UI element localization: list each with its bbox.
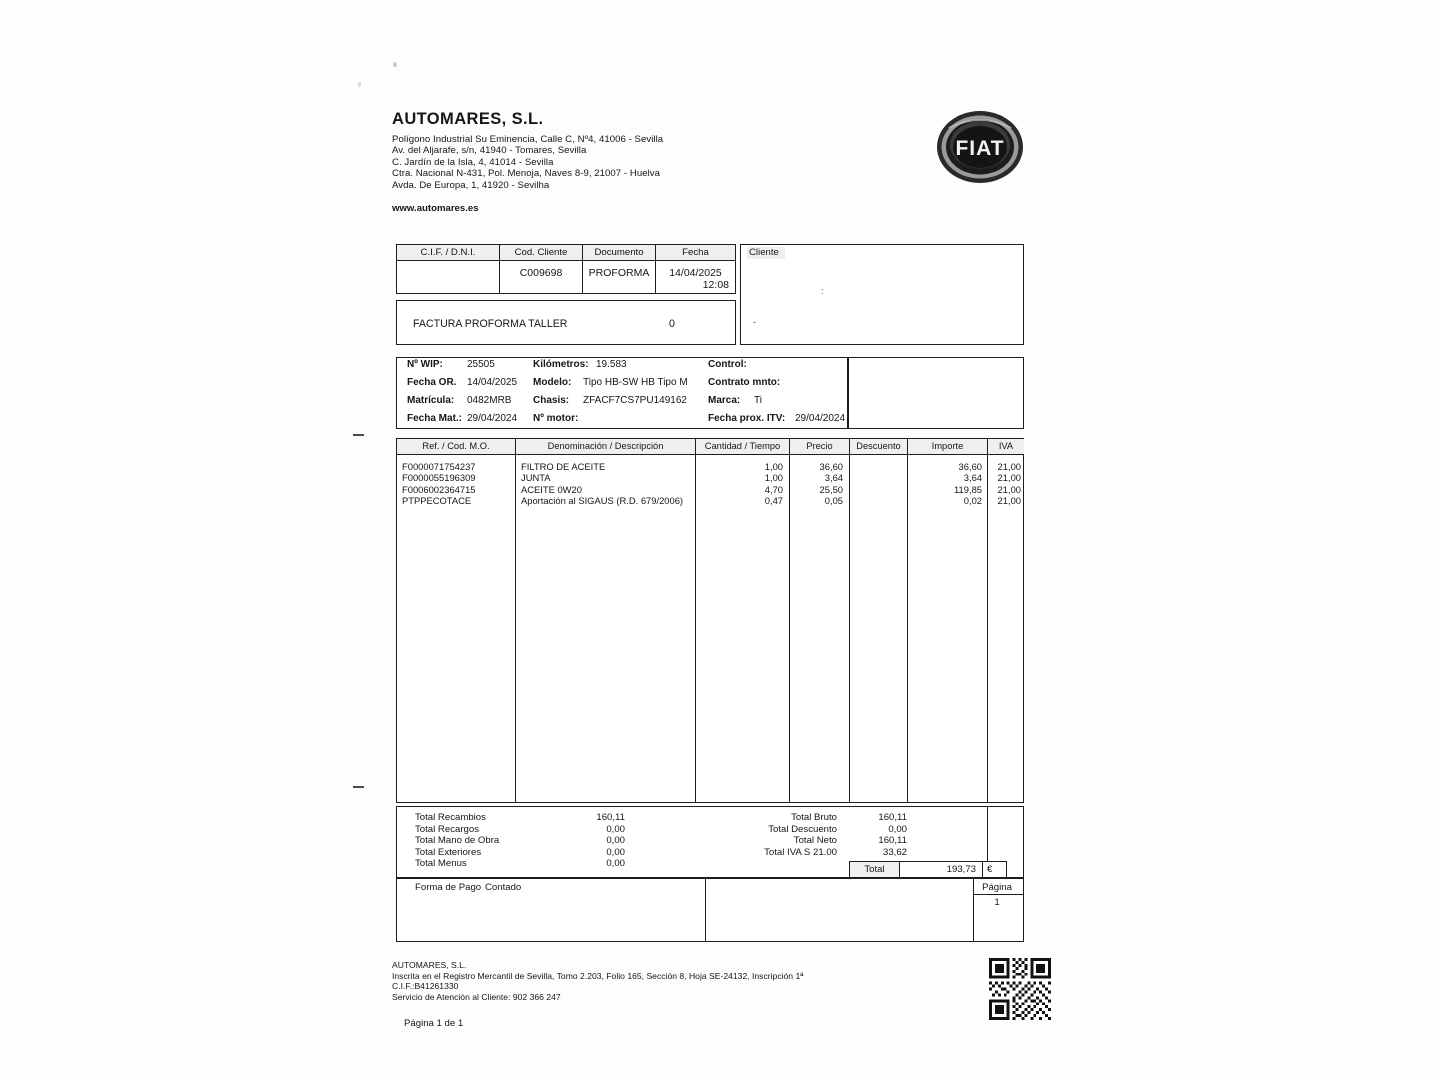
scan-speck <box>393 62 397 67</box>
total-label: Total Recargos <box>415 823 479 835</box>
legal-line: AUTOMARES, S.L. <box>392 960 467 970</box>
page-footer: Página 1 de 1 <box>404 1018 464 1029</box>
cell-importe: 36,60 <box>958 461 982 472</box>
vehicle-field-value: Ti <box>754 395 762 406</box>
pagina-label: Página <box>982 882 1012 893</box>
table-row <box>397 484 1023 495</box>
total-label: Total Menus <box>415 858 467 869</box>
total-value: 0,00 <box>606 858 625 869</box>
company-name: AUTOMARES, S.L. <box>392 110 544 128</box>
vehicle-field-value: Tipo HB-SW HB Tipo M <box>583 377 688 388</box>
col-header-precio: Precio <box>790 439 849 454</box>
total-value: 0,00 <box>888 823 907 835</box>
cell-ref: F0000071754237 <box>402 461 476 472</box>
vehicle-field-value: 19.583 <box>596 359 627 370</box>
cell-importe: 119,85 <box>954 483 982 495</box>
proforma-title-box <box>396 300 736 345</box>
total-label: Total Mano de Obra <box>415 835 500 846</box>
vehicle-field-label: Matrícula: <box>407 395 455 406</box>
grand-total-label: Total <box>850 862 900 877</box>
margin-dash-mark <box>353 786 364 788</box>
items-table <box>396 438 1024 803</box>
fecha-value: 14/04/2025 <box>669 267 722 279</box>
vehicle-field-label: Fecha OR. <box>407 377 457 388</box>
qr-code <box>989 958 1051 1020</box>
company-address-line: Av. del Aljarafe, s/n, 41940 - Tomares, Sevilla <box>392 145 587 157</box>
legal-line: C.I.F.:B41261330 <box>392 981 459 992</box>
cell-cantidad: 0,47 <box>764 495 783 507</box>
payment-table <box>396 878 1024 942</box>
total-value: 0,00 <box>606 823 625 835</box>
proforma-number: 0 <box>669 318 675 330</box>
cell-precio: 25,50 <box>819 483 843 495</box>
cell-ref: F0006002364715 <box>402 483 476 495</box>
forma-pago-value: Contado <box>485 882 522 893</box>
legal-footer <box>392 960 952 1002</box>
scan-speck <box>358 82 361 87</box>
total-label: Total Recambios <box>415 812 486 823</box>
cliente-redaction-mark: : <box>821 286 824 296</box>
total-value: 33,62 <box>882 846 907 858</box>
col-header-ref: Ref. / Cod. M.O. <box>397 439 515 454</box>
total-label: Total Bruto <box>791 812 837 823</box>
col-header-cod-cliente: Cod. Cliente <box>500 245 582 260</box>
cell-desc: FILTRO DE ACEITE <box>521 461 606 472</box>
col-header-cantidad: Cantidad / Tiempo <box>696 439 789 454</box>
pagina-value: 1 <box>994 897 1000 908</box>
vehicle-extra-box <box>848 357 1024 429</box>
cell-ref: F0000055196309 <box>402 472 476 484</box>
vehicle-field-label: Fecha prox. ITV: <box>708 413 786 424</box>
cell-iva: 21,00 <box>997 472 1021 484</box>
company-header <box>392 110 822 214</box>
cliente-box <box>740 244 1024 345</box>
cell-precio: 0,05 <box>824 495 843 507</box>
vehicle-field-label: Chasis: <box>533 395 570 406</box>
svg-text:FIAT: FIAT <box>955 137 1005 160</box>
grand-total-box <box>849 861 1007 878</box>
table-row <box>397 461 1023 472</box>
col-header-descuento: Descuento <box>850 439 907 454</box>
company-address-line: C. Jardín de la Isla, 4, 41014 - Sevilla <box>392 156 554 168</box>
cell-importe: 0,02 <box>963 495 982 507</box>
total-label: Total Exteriores <box>415 846 482 858</box>
vehicle-info-row <box>397 395 847 413</box>
cod-cliente-value: C009698 <box>519 267 563 279</box>
cell-importe: 3,64 <box>963 472 982 484</box>
cell-cantidad: 4,70 <box>764 483 783 495</box>
company-address-line: Polígono Industrial Su Eminencia, Calle C, Nº4, 41006 - Sevilla <box>392 134 664 145</box>
col-header-fecha: Fecha <box>656 245 735 260</box>
total-label: Total IVA S 21.00 <box>764 846 837 858</box>
vehicle-field-value: 14/04/2025 <box>467 377 518 388</box>
cliente-caption: Cliente <box>747 247 785 259</box>
cell-iva: 21,00 <box>997 461 1021 472</box>
company-address-line: Avda. De Europa, 1, 41920 - Sevilha <box>392 179 550 191</box>
cell-desc: Aportación al SIGAUS (R.D. 679/2006) <box>521 495 684 507</box>
document-info-table <box>396 244 736 294</box>
vehicle-field-label: Nº motor: <box>533 413 579 424</box>
cell-desc: ACEITE 0W20 <box>521 483 582 495</box>
cell-desc: JUNTA <box>521 472 551 484</box>
vehicle-field-value: 29/04/2024 <box>795 413 846 424</box>
table-row <box>397 495 1023 506</box>
vehicle-field-label: Modelo: <box>533 377 572 388</box>
vehicle-field-label: Kilómetros: <box>533 359 589 370</box>
total-value: 160,11 <box>878 835 907 846</box>
vehicle-field-value: 29/04/2024 <box>467 413 518 424</box>
cell-precio: 36,60 <box>819 461 843 472</box>
forma-pago-label: Forma de Pago <box>415 882 482 893</box>
vehicle-info-row <box>397 377 847 395</box>
col-header-cif: C.I.F. / D.N.I. <box>397 245 499 260</box>
vehicle-field-label: Marca: <box>708 395 741 406</box>
currency-symbol: € <box>987 864 993 875</box>
documento-value: PROFORMA <box>588 267 650 279</box>
total-value: 160,11 <box>878 812 907 823</box>
total-label: Total Neto <box>793 835 837 846</box>
vehicle-info-table <box>396 357 848 429</box>
legal-line: Servicio de Atención al Cliente: 902 366 247 <box>392 991 561 1002</box>
col-header-documento: Documento <box>583 245 655 260</box>
cell-precio: 3,64 <box>824 472 843 484</box>
company-website: www.automares.es <box>392 203 479 215</box>
table-row <box>397 472 1023 483</box>
col-header-importe: Importe <box>908 439 987 454</box>
fiat-logo <box>935 108 1025 186</box>
vehicle-field-value: ZFACF7CS7PU149162 <box>583 395 687 406</box>
cell-ref: PTPPECOTACE <box>402 495 472 507</box>
total-label: Total Descuento <box>768 823 837 835</box>
cell-cantidad: 1,00 <box>764 461 783 472</box>
vehicle-info-row <box>397 413 847 431</box>
cell-cantidad: 1,00 <box>764 472 783 484</box>
total-value: 0,00 <box>606 846 625 858</box>
cliente-redaction-mark: - <box>753 317 756 327</box>
proforma-title: FACTURA PROFORMA TALLER <box>413 318 568 330</box>
vehicle-info-row <box>397 359 847 377</box>
cell-iva: 21,00 <box>997 495 1021 507</box>
col-header-iva: IVA <box>988 439 1024 454</box>
margin-dash-mark <box>353 434 364 436</box>
vehicle-field-label: Nº WIP: <box>407 359 443 370</box>
legal-line: Inscrita en el Registro Mercantil de Sevilla, Tomo 2.203, Folio 165, Sección 8, Hoja SE-24132, Inscripción 1ª <box>392 970 804 981</box>
col-header-denominacion: Denominación / Descripción <box>516 439 695 454</box>
vehicle-field-label: Contrato mnto: <box>708 377 781 388</box>
total-value: 160,11 <box>596 812 625 823</box>
vehicle-field-label: Control: <box>708 359 747 370</box>
company-address-line: Ctra. Nacional N-431, Pol. Menoja, Naves 8-9, 21007 - Huelva <box>392 168 661 180</box>
totals-table <box>396 806 1024 878</box>
hora-value: 12:08 <box>702 279 729 291</box>
grand-total-value: 193,73 <box>900 862 983 877</box>
vehicle-field-value: 25505 <box>467 359 495 370</box>
total-value: 0,00 <box>606 835 625 846</box>
cell-iva: 21,00 <box>997 483 1021 495</box>
vehicle-field-value: 0482MRB <box>467 395 512 406</box>
vehicle-field-label: Fecha Mat.: <box>407 413 463 424</box>
